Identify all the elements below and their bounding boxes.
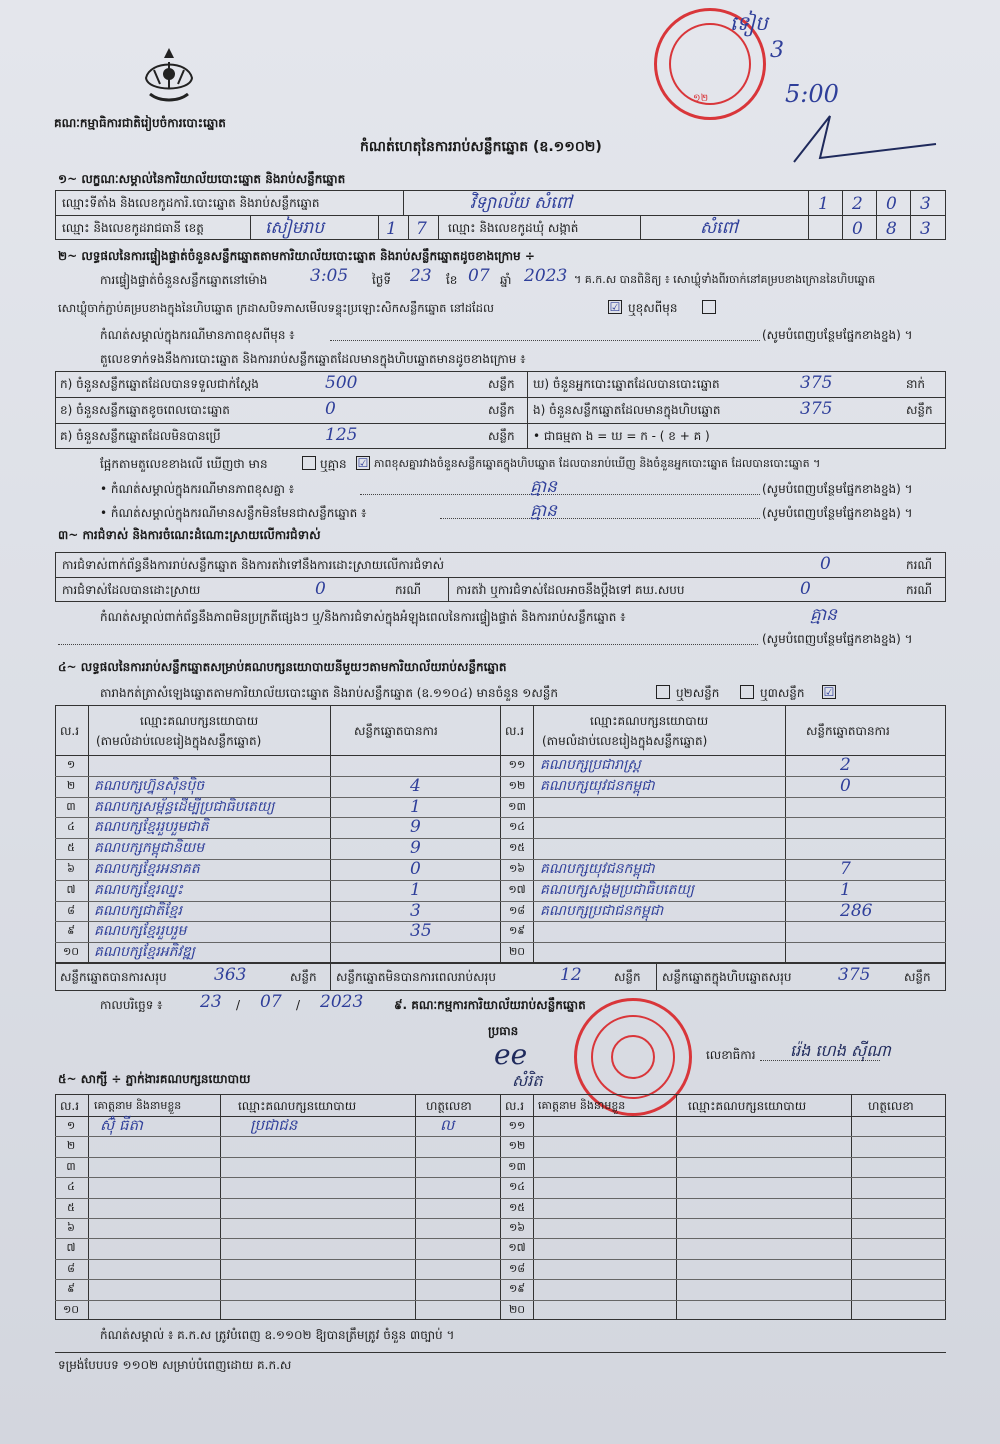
- results-col-no-left: ល.រ: [60, 724, 80, 738]
- verify-month-label: ខែ: [446, 273, 458, 287]
- figure-right-label: • ជាធម្មតា ង = ឃ = ក - ( ខ + គ ): [533, 429, 710, 443]
- difference-yes-checkbox[interactable]: [302, 456, 316, 470]
- secretary-label: លេខាធិការ: [706, 1048, 756, 1062]
- commune-code-2: 8: [886, 219, 897, 239]
- station-code-3: 0: [886, 194, 897, 214]
- section5-heading: ៥~ សាក្សី ÷ ភ្នាក់ងារគណបក្សនយោបាយ: [58, 1072, 251, 1086]
- total-invalid-value: 12: [560, 965, 582, 985]
- section3-heading: ៣~ ការជំទាស់ និងការចំណេះដំណោះស្រាយលើការជំទាស់: [58, 528, 321, 542]
- figure-right-value: 375: [800, 373, 833, 393]
- verify-year: 2023: [524, 266, 568, 286]
- results-row-no: ២០: [508, 945, 526, 959]
- results-row-party: គណបក្សខ្មែរអភិវឌ្ឍ: [94, 944, 195, 961]
- sheets-3-checkbox[interactable]: ☑: [823, 685, 835, 699]
- verify-text-1: ។ គ.ក.ស បានពិនិត្យ ៖ សោឃ្លុំទាំងពីរចាក់នៅគម្របខាងក្រោននៃហិបឆ្នោត: [574, 273, 876, 286]
- secretary-name: រ៉េង ហេង ស៊ីណា: [790, 1041, 891, 1060]
- results-row-votes: 4: [410, 775, 421, 796]
- witness-row-no: ១២: [508, 1139, 526, 1153]
- figure-left-value: 0: [325, 399, 336, 419]
- footnote: កំណត់សម្គាល់ ៖ គ.ក.ស ត្រូវបំពេញ ឧ.១១០២ ឱ្យបានត្រឹមត្រូវ ចំនួន ៣ច្បាប់ ។: [100, 1328, 455, 1342]
- results-row-no: ៦: [67, 862, 75, 875]
- irregularity-value: គ្មាន: [810, 605, 837, 625]
- hand-note-1: ទៀប: [730, 11, 768, 35]
- total-valid-value: 363: [214, 965, 247, 985]
- results-row-no: ១៣: [508, 799, 526, 813]
- remark-fill-note: (សូមបំពេញបន្ថែមផ្នែកខាងខ្នង) ។: [762, 328, 913, 342]
- results-row-votes: 0: [840, 775, 851, 796]
- province-label: ឈ្មោះ និងលេខកូដរាជធានី ខេត្ត: [62, 221, 204, 235]
- figure-left-value: 500: [325, 373, 358, 393]
- results-col-party2-right: (តាមលំដាប់លេខរៀងក្នុងសន្លឹកឆ្នោត): [542, 734, 708, 748]
- witness-row-no: ១៥: [508, 1200, 526, 1214]
- sheets-3-label: ឬ៣សន្លឹក: [760, 686, 805, 700]
- results-row-no: ៣: [66, 799, 76, 813]
- province-code-1: 1: [386, 219, 397, 239]
- witness-row-no: ១០: [62, 1302, 80, 1316]
- commune-code-1: 0: [852, 219, 863, 239]
- verify-month: 07: [468, 266, 490, 286]
- irregularity-fill: (សូមបំពេញបន្ថែមផ្នែកខាងខ្នង) ។: [762, 632, 913, 646]
- results-row-party: គណបក្សសង្គមប្រជាធិបតេយ្យ: [540, 881, 695, 898]
- changed-label: ឬខុសពីមុន: [628, 301, 678, 315]
- bullet-nonballot-fill: (សូមបំពេញបន្ថែមផ្នែកខាងខ្នង) ។: [762, 506, 913, 520]
- results-row-no: ៩: [67, 924, 75, 938]
- figures-intro: តួលេខទាក់ទងនឹងការបោះឆ្នោត និងការរាប់សន្លឹកឆ្នោតដែលមានក្នុងហិបឆ្នោតមានដូចខាងក្រោម ៖: [100, 352, 526, 366]
- results-row-no: ៧: [66, 882, 76, 896]
- witness-row-no: ២: [66, 1139, 76, 1153]
- intact-checkbox[interactable]: ☑: [609, 300, 621, 314]
- chair-label: ប្រធាន: [488, 1024, 519, 1038]
- verify-time-label: ការផ្ទៀងផ្ទាត់ចំនួនសន្លឹកឆ្នោតនៅម៉ោង: [100, 273, 268, 287]
- difference-text-1: ផ្អែកតាមតួលេខខាងលើ ឃើញថា មាន: [100, 457, 268, 471]
- committee-signature-label: ៩. គណៈកម្មការការិយាល័យរាប់សន្លឹកឆ្នោត: [394, 998, 586, 1012]
- witness-row-no: ៥: [67, 1200, 75, 1214]
- results-row-party: គណបក្សយុវជនកម្ពុជា: [540, 861, 655, 877]
- appeal-value: 0: [800, 579, 811, 599]
- results-row-party: គណបក្សខ្មែររួបរួម: [94, 923, 187, 940]
- results-row-no: ១៩: [508, 924, 526, 938]
- complaints-label: ការជំទាស់ពាក់ព័ន្ធនឹងការរាប់សន្លឹកឆ្នោត និងការតវ៉ាទៅនឹងការដោះស្រាយលើការជំទាស់: [62, 558, 445, 572]
- witness-row-no: ១៩: [508, 1282, 526, 1296]
- hand-note-2: 3: [770, 38, 784, 63]
- figure-right-unit: នាក់: [906, 377, 926, 391]
- resolved-label: ការជំទាស់ដែលបានដោះស្រាយ: [62, 583, 201, 597]
- hand-stroke-icon: [790, 108, 940, 168]
- total-invalid-label: សន្លឹកឆ្នោតមិនបានការពេលរាប់សរុប: [336, 970, 496, 984]
- witness-col-name-left: គោត្តនាម និងនាមខ្លួន: [94, 1099, 182, 1112]
- witness-col-party-right: ឈ្មោះគណបក្សនយោបាយ: [688, 1099, 807, 1113]
- remark-label: កំណត់សម្គាល់ក្នុងករណីមានភាពខុសពីមុន ៖: [100, 328, 295, 342]
- appeal-label: ការតវ៉ា ឬការជំទាស់ដែលអាចនឹងប្តឹងទៅ គឃ.សបប: [456, 583, 685, 597]
- station-code-4: 3: [920, 194, 931, 214]
- witness-col-sign-left: ហត្ថលេខា: [426, 1099, 472, 1113]
- date-year: 2023: [320, 992, 364, 1012]
- results-row-no: ១២: [508, 778, 526, 792]
- figure-right-value: 375: [800, 399, 833, 419]
- station-code-1: 1: [818, 194, 829, 214]
- results-row-no: ១៤: [508, 820, 526, 834]
- witness-row-no: ១៤: [508, 1180, 526, 1194]
- sheets-text: តារាងកត់ត្រាសំឡេងឆ្នោតតាមការិយាល័យបោះឆ្នោត និងរាប់សន្លឹកឆ្នោត (ឧ.១១០៤) មានចំនួន ១សន្លឹក: [100, 686, 558, 700]
- results-col-party-left: ឈ្មោះគណបក្សនយោបាយ: [140, 714, 259, 728]
- figure-right-unit: សន្លឹក: [906, 403, 933, 417]
- section4-heading: ៤~ លទ្ធផលនៃការរាប់សន្លឹកឆ្នោតសម្រាប់គណបក្សនយោបាយនីមួយៗតាមការិយាល័យរាប់សន្លឹកឆ្នោត: [58, 660, 507, 674]
- results-col-party-right: ឈ្មោះគណបក្សនយោបាយ: [590, 714, 709, 728]
- results-row-party: គណបក្សយុវជនកម្ពុជា: [540, 777, 655, 794]
- figure-right-label: ឃ) ចំនួនអ្នកបោះឆ្នោតដែលបានបោះឆ្នោត: [533, 377, 720, 391]
- sheets-1-checkbox[interactable]: [656, 685, 670, 699]
- bullet-difference-fill: (សូមបំពេញបន្ថែមផ្នែកខាងខ្នង) ។: [762, 482, 913, 496]
- seal-number: ១២: [693, 93, 709, 104]
- witness-col-no-left: ល.រ: [60, 1099, 80, 1113]
- results-row-votes: 9: [410, 838, 421, 859]
- committee-name: គណៈកម្មាធិការជាតិរៀបចំការបោះឆ្នោត: [54, 116, 226, 130]
- bullet-difference-value: គ្មាន: [530, 477, 557, 497]
- results-row-party: គណបក្សខ្មែររួបរួមជាតិ: [94, 819, 209, 836]
- date-label: កាលបរិច្ឆេទ ៖: [100, 998, 163, 1012]
- chair-signature: ee: [494, 1038, 528, 1071]
- results-row-votes: 2: [840, 755, 851, 775]
- province-name: សៀមរាប: [265, 218, 325, 238]
- results-row-votes: 1: [840, 879, 851, 900]
- resolved-unit: ករណី: [395, 583, 422, 597]
- results-row-no: ១៨: [508, 903, 526, 917]
- total-valid-unit: សន្លឹក: [290, 970, 317, 984]
- irregularity-note: កំណត់សម្គាល់ពាក់ព័ន្ធនឹងភាពមិនប្រក្រតីផ្សេងៗ ឬ/និងការជំទាស់ក្នុងអំឡុងពេលនៃការផ្ទៀងផ្ទាត់ និងការរាប់សន្លឹកឆ្នោត ៖: [100, 610, 626, 624]
- chair-name: សំរិត: [512, 1071, 543, 1090]
- results-row-party: គណបក្សប្រជារាស្ត្រ: [540, 757, 641, 773]
- results-col-party2-left: (តាមលំដាប់លេខរៀងក្នុងសន្លឹកឆ្នោត): [96, 734, 262, 748]
- results-row-no: ១៧: [508, 882, 526, 896]
- sheets-2-checkbox[interactable]: [740, 685, 754, 699]
- results-row-no: ៥: [67, 841, 75, 855]
- results-row-party: គណបក្សខ្មែរឈ្នះ: [94, 881, 183, 898]
- hand-time: 5:00: [785, 80, 839, 108]
- total-box-unit: សន្លឹក: [904, 970, 931, 984]
- appeal-unit: ករណី: [906, 583, 933, 597]
- province-code-2: 7: [416, 219, 427, 239]
- difference-no-checkbox[interactable]: ☑: [357, 456, 369, 470]
- results-row-votes: 35: [410, 921, 432, 942]
- results-row-votes: 9: [410, 817, 421, 838]
- polling-station-label: ឈ្មោះទីតាំង និងលេខកូដការិ.បោះឆ្នោត និងរាប់សន្លឹកឆ្នោត: [62, 196, 320, 210]
- results-row-party: គណបក្សប្រជាជនកម្ពុជា: [540, 902, 664, 919]
- results-row-no: ១៦: [508, 862, 526, 875]
- results-row-no: ៨: [67, 903, 75, 917]
- witness-col-no-right: ល.រ: [505, 1099, 525, 1113]
- results-row-no: ៤: [67, 820, 75, 834]
- results-row-votes: 286: [840, 900, 873, 921]
- figure-left-unit: សន្លឹក: [488, 377, 515, 391]
- verify-hour: 3:05: [310, 266, 349, 286]
- results-row-votes: 1: [410, 879, 421, 900]
- date-month: 07: [260, 992, 282, 1012]
- witness-row-name: ស៊ុំ ធីតា: [100, 1116, 143, 1134]
- form-title: កំណត់ហេតុនៃការរាប់សន្លឹកឆ្នោត (ឧ.១១០២): [360, 139, 602, 155]
- totals-row: [55, 963, 946, 991]
- witness-row-no: ១១: [508, 1119, 526, 1132]
- resolved-value: 0: [315, 579, 326, 599]
- witness-col-name-right: គោត្តនាម និងនាមខ្លួន: [538, 1099, 626, 1112]
- commune-label: ឈ្មោះ និងលេខកូដឃុំ សង្កាត់: [448, 221, 579, 235]
- commune-name: សំពៅ: [700, 218, 738, 238]
- witness-col-sign-right: ហត្ថលេខា: [868, 1099, 914, 1113]
- bullet-nonballot-value: គ្មាន: [530, 501, 557, 521]
- commune-code-3: 3: [920, 219, 931, 239]
- witness-row-no: ១៨: [508, 1261, 526, 1275]
- results-col-no-right: ល.រ: [505, 724, 525, 738]
- results-row-party: គណបក្សខ្មែរអនាគត: [94, 861, 200, 877]
- witness-row-no: ១៦: [508, 1221, 526, 1234]
- station-code-2: 2: [852, 194, 863, 214]
- results-col-votes-right: សន្លឹកឆ្នោតបានការ: [806, 724, 890, 738]
- results-row-no: ១: [66, 758, 76, 771]
- verify-year-label: ឆ្នាំ: [500, 273, 512, 287]
- figure-left-unit: សន្លឹក: [488, 429, 515, 443]
- verify-day: 23: [410, 266, 432, 286]
- date-day: 23: [200, 992, 222, 1012]
- form-page: គណៈកម្មាធិការជាតិរៀបចំការបោះឆ្នោត កំណត់ហេតុនៃការរាប់សន្លឹកឆ្នោត (ឧ.១១០២) ១២ ទៀប 3 5:00 ១~ លក្ខណៈសម្គាល់នៃការិយាល័យបោះឆ្នោត និងរាប់សន្លឹកឆ្នោត ឈ្មោះទីតាំង និងលេខកូដការិ.បោះឆ្នោត និងរាប់សន្លឹកឆ្នោត វិទ្យាល័យ សំពៅ 1 2 0 3 ឈ្មោះ និងលេខកូដរាជធានី ខេត្ត សៀមរាប 1 7 ឈ្មោះ និងលេខកូដឃុំ សង្កាត់ សំពៅ 0 8 3 ២~ លទ្ធផលនៃការផ្ទៀងផ្ទាត់ចំនួនសន្លឹកឆ្នោតតាមការិយាល័យបោះឆ្នោត និងរាប់សន្លឹកឆ្នោតដូចខាងក្រោម ÷ ការផ្ទៀងផ្ទាត់ចំនួនសន្លឹកឆ្នោតនៅម៉ោង 3:05 ថ្ងៃទី 23 ខែ 07 ឆ្នាំ 2023 ។ គ.ក.ស បានពិនិត្យ ៖ សោឃ្លុំទាំងពីរចាក់នៅគម្របខាងក្រោននៃហិបឆ្នោត សោឃ្លុំចាក់ភ្ជាប់គម្របខាងក្នុងនៃហិបឆ្នោត ក្រដាសបិទភាសមើលទន្ទុះប្រឡោះសិកសន្លឹកឆ្នោត នៅដដែល ☑ ឬខុសពីមុន កំណត់សម្គាល់ក្នុងករណីមានភាពខុសពីមុន ៖ (សូមបំពេញបន្ថែមផ្នែកខាងខ្នង) ។ តួលេខទាក់ទងនឹងការបោះឆ្នោត និងការរាប់សន្លឹកឆ្នោតដែលមានក្នុងហិបឆ្នោតមានដូចខាងក្រោម ៖ ក) ចំនួនសន្លឹកឆ្នោតដែលបានទទួលជាក់ស្តែង 500 សន្លឹក ឃ) ចំនួនអ្នកបោះឆ្នោតដែលបានបោះឆ្នោត 375 នាក់ ខ) ចំនួនសន្លឹកឆ្នោតខូចពេលបោះឆ្នោត 0 សន្លឹក ង) ចំនួនសន្លឹកឆ្នោតដែលមានក្នុងហិបឆ្នោត 375 សន្លឹក គ) ចំនួនសន្លឹកឆ្នោតដែលមិនបានប្រើ 125 សន្លឹក • ជាធម្មតា ង = ឃ = ក - ( ខ + គ ) ផ្អែកតាមតួលេខខាងលើ ឃើញថា មាន ឬគ្មាន ☑ ភាពខុសគ្នារវាងចំនួនសន្លឹកឆ្នោតក្នុងហិបឆ្នោត ដែលបានរាប់ឃើញ និងចំនួនអ្នកបោះឆ្នោត ដែលបានបោះឆ្នោត ។ • កំណត់សម្គាល់ក្នុងករណីមានភាពខុសគ្នា ៖ គ្មាន (សូមបំពេញបន្ថែមផ្នែកខាងខ្នង) ។ • កំណត់សម្គាល់ក្នុងករណីមានសន្លឹកមិនមែនជាសន្លឹកឆ្នោត ៖ គ្មាន (សូមបំពេញបន្ថែមផ្នែកខាងខ្នង) ។ ៣~ ការជំទាស់ និងការចំណេះដំណោះស្រាយលើការជំទាស់ ការជំទាស់ពាក់ព័ន្ធនឹងការរាប់សន្លឹកឆ្នោត និងការតវ៉ាទៅនឹងការដោះស្រាយលើការជំទាស់ 0 ករណី ការជំទាស់ដែលបានដោះស្រាយ 0 ករណី ការតវ៉ា ឬការជំទាស់ដែលអាចនឹងប្តឹងទៅ គឃ.សបប 0 ករណី កំណត់សម្គាល់ពាក់ព័ន្ធនឹងភាពមិនប្រក្រតីផ្សេងៗ ឬ/និងការជំទាស់ក្នុងអំឡុងពេលនៃការផ្ទៀងផ្ទាត់ និងការរាប់សន្លឹកឆ្នោត ៖ គ្មាន (សូមបំពេញបន្ថែមផ្នែកខាងខ្នង) ។ ៤~ លទ្ធផលនៃការរាប់សន្លឹកឆ្នោតសម្រាប់គណបក្សនយោបាយនីមួយៗតាមការិយាល័យរាប់សន្លឹកឆ្នោត តារាងកត់ត្រាសំឡេងឆ្នោតតាមការិយាល័យបោះឆ្នោត និងរាប់សន្លឹកឆ្នោត (ឧ.១១០៤) មានចំនួន ១សន្លឹក ឬ២សន្លឹក ឬ៣សន្លឹក ☑ ល.រ ឈ្មោះគណបក្សនយោបាយ (តាមលំដាប់លេខរៀងក្នុងសន្លឹកឆ្នោត) សន្លឹកឆ្នោតបានការ ល.រ ឈ្មោះគណបក្សនយោបាយ (តាមលំដាប់លេខរៀងក្នុងសន្លឹកឆ្នោត) សន្លឹកឆ្នោតបានការ ១ ១១ គណបក្សប្រជារាស្ត្រ 2 ២ គណបក្សហ្វ៊ុនស៊ិនប៉ិច 4 ១២ គណបក្សយុវជនកម្ពុជា 0 ៣ គណបក្សសម្ព័ន្ធដើម្បីប្រជាធិបតេយ្យ 1 ១៣ ៤ គណបក្សខ្មែររួបរួមជាតិ 9 ១៤ ៥ គណបក្សកម្ពុជានិយម 9 ១៥ ៦ គណបក្សខ្មែរអនាគត 0 ១៦ គណបក្សយុវជនកម្ពុជា 7 ៧ គណបក្សខ្មែរឈ្នះ 1 ១៧ គណបក្សសង្គមប្រជាធិបតេយ្យ 1 ៨ គណបក្សជាតិខ្មែរ 3 ១៨ គណបក្សប្រជាជនកម្ពុជា 286 ៩ គណបក្សខ្មែររួបរួម 35 ១៩ ១០ គណបក្សខ្មែរអភិវឌ្ឍ ២០ សន្លឹកឆ្នោតបានការសរុប 363 សន្លឹក សន្លឹកឆ្នោតមិនបានការពេលរាប់សរុប 12 សន្លឹក សន្លឹកឆ្នោតក្នុងហិបឆ្នោតសរុប 375 សន្លឹក កាលបរិច្ឆេទ ៖ 23 / 07 / 2023 ៩. គណៈកម្មការការិយាល័យរាប់សន្លឹកឆ្នោត ប្រធាន ee សំរិត លេខាធិការ រ៉េង ហេង ស៊ីណា ៥~ សាក្សី ÷ ភ្នាក់ងារគណបក្សនយោបាយ ល.រ គោត្តនាម និងនាមខ្លួន ឈ្មោះគណបក្សនយោបាយ ហត្ថលេខា ល.រ គោត្តនាម និងនាមខ្លួន ឈ្មោះគណបក្សនយោបាយ ហត្ថលេខា ១ ស៊ុំ ធីតា ប្រជាជន ល ១១ ២ ១២ ៣ ១៣ ៤ ១៤ ៥ ១៥ ៦ ១៦ ៧ ១៧ ៨ ១៨ ៩ ១៩ ១០ ២០ កំណត់សម្គាល់ ៖ គ.ក.ស ត្រូវបំពេញ ឧ.១១០២ ឱ្យបានត្រឹមត្រូវ ចំនួន ៣ច្បាប់ ។ ទម្រង់បែបបទ ១១០២ សម្រាប់បំពេញដោយ គ.ក.ស: [0, 0, 1000, 1444]
- form-note: ទម្រង់បែបបទ ១១០២ សម្រាប់បំពេញដោយ គ.ក.ស: [58, 1358, 292, 1372]
- witness-row-no: ១: [66, 1119, 76, 1132]
- figure-left-label: ខ) ចំនួនសន្លឹកឆ្នោតខូចពេលបោះឆ្នោត: [60, 403, 230, 417]
- figure-left-label: គ) ចំនួនសន្លឹកឆ្នោតដែលមិនបានប្រើ: [60, 429, 221, 443]
- difference-text-2: ភាពខុសគ្នារវាងចំនួនសន្លឹកឆ្នោតក្នុងហិបឆ្នោត ដែលបានរាប់ឃើញ និងចំនួនអ្នកបោះឆ្នោត ដែលបានបោះឆ្នោត ។: [374, 457, 821, 470]
- witness-col-party-left: ឈ្មោះគណបក្សនយោបាយ: [238, 1099, 357, 1113]
- witness-row-no: ៧: [66, 1241, 76, 1255]
- total-box-value: 375: [838, 965, 871, 985]
- section1-heading: ១~ លក្ខណៈសម្គាល់នៃការិយាល័យបោះឆ្នោត និងរាប់សន្លឹកឆ្នោត: [58, 172, 346, 186]
- results-row-no: ២: [66, 778, 76, 792]
- results-row-party: គណបក្សសម្ព័ន្ធដើម្បីប្រជាធិបតេយ្យ: [94, 798, 275, 815]
- sheets-2-label: ឬ២សន្លឹក: [676, 686, 720, 700]
- complaints-value: 0: [820, 554, 831, 574]
- results-row-votes: 3: [410, 900, 421, 921]
- witness-row-sign: ល: [440, 1116, 455, 1134]
- total-valid-label: សន្លឹកឆ្នោតបានការសរុប: [60, 970, 167, 984]
- results-row-votes: 0: [410, 859, 421, 879]
- figure-left-unit: សន្លឹក: [488, 403, 515, 417]
- total-invalid-unit: សន្លឹក: [614, 970, 641, 984]
- results-row-party: គណបក្សជាតិខ្មែរ: [94, 902, 182, 919]
- verify-text-2: សោឃ្លុំចាក់ភ្ជាប់គម្របខាងក្នុងនៃហិបឆ្នោត ក្រដាសបិទភាសមើលទន្ទុះប្រឡោះសិកសន្លឹកឆ្នោត នៅដដែល: [58, 301, 494, 315]
- polling-station-name: វិទ្យាល័យ សំពៅ: [470, 193, 572, 213]
- witness-row-no: ៨: [67, 1261, 75, 1275]
- witness-row-no: ៣: [66, 1159, 76, 1173]
- witness-row-no: ៦: [67, 1221, 75, 1234]
- difference-no-label: ឬគ្មាន: [320, 457, 347, 471]
- results-row-votes: 7: [840, 859, 851, 879]
- results-row-votes: 1: [410, 796, 421, 817]
- figure-left-value: 125: [325, 425, 358, 445]
- results-col-votes-left: សន្លឹកឆ្នោតបានការ: [354, 724, 438, 738]
- witness-row-no: ២០: [508, 1302, 526, 1316]
- results-row-party: គណបក្សកម្ពុជានិយម: [94, 840, 205, 857]
- bullet-difference: • កំណត់សម្គាល់ក្នុងករណីមានភាពខុសគ្នា ៖: [100, 482, 295, 496]
- complaints-unit: ករណី: [906, 558, 933, 572]
- results-row-no: ១០: [62, 945, 80, 959]
- witness-row-no: ១៣: [508, 1159, 526, 1173]
- results-row-party: គណបក្សហ្វ៊ុនស៊ិនប៉ិច: [94, 777, 205, 794]
- verify-day-label: ថ្ងៃទី: [372, 273, 392, 287]
- bullet-nonballot: • កំណត់សម្គាល់ក្នុងករណីមានសន្លឹកមិនមែនជាសន្លឹកឆ្នោត ៖: [100, 506, 367, 520]
- results-row-no: ១១: [508, 758, 526, 771]
- witness-row-no: ៤: [67, 1180, 75, 1194]
- national-emblem-icon: [136, 44, 202, 110]
- witness-row-no: ៩: [67, 1282, 75, 1296]
- changed-checkbox[interactable]: [702, 300, 716, 314]
- section2-heading: ២~ លទ្ធផលនៃការផ្ទៀងផ្ទាត់ចំនួនសន្លឹកឆ្នោតតាមការិយាល័យបោះឆ្នោត និងរាប់សន្លឹកឆ្នោតដូចខាងក្រោម ÷: [58, 249, 535, 263]
- total-box-label: សន្លឹកឆ្នោតក្នុងហិបឆ្នោតសរុប: [662, 970, 792, 984]
- figure-right-label: ង) ចំនួនសន្លឹកឆ្នោតដែលមានក្នុងហិបឆ្នោត: [533, 403, 721, 417]
- results-row-no: ១៥: [508, 841, 526, 855]
- witness-row-no: ១៧: [508, 1241, 526, 1255]
- figure-left-label: ក) ចំនួនសន្លឹកឆ្នោតដែលបានទទួលជាក់ស្តែង: [60, 377, 259, 391]
- witness-row-party: ប្រជាជន: [250, 1116, 298, 1134]
